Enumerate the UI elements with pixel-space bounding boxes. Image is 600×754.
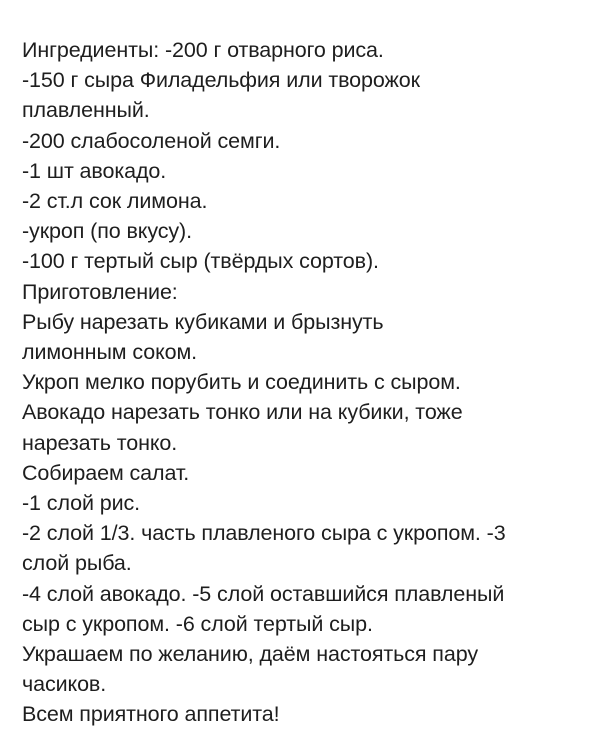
text-line: -4 слой авокадо. -5 слой оставшийся плавленый — [22, 581, 505, 606]
text-line: -2 ст.л сок лимона. — [22, 189, 208, 214]
text-line: Приготовление: — [22, 279, 178, 304]
text-line: Собираем салат. — [22, 460, 190, 485]
text-line: нарезать тонко. — [22, 430, 178, 455]
text-line: -200 слабосоленой семги. — [22, 128, 281, 153]
text-line: -1 слой рис. — [22, 491, 141, 516]
text-line: лимонным соком. — [22, 340, 198, 365]
text-line: -100 г тертый сыр (твёрдых сортов). — [22, 249, 379, 274]
recipe-text — [22, 35, 590, 730]
text-line: -2 слой 1/3. часть плавленого сыра с укропом. -3 — [22, 521, 506, 546]
text-line: часиков. — [22, 672, 107, 697]
text-line: Укроп мелко порубить и соединить с сыром. — [22, 370, 461, 395]
text-line: Ингредиенты: -200 г отварного риса. — [22, 38, 384, 62]
text-line: -150 г сыра Филадельфия или творожок — [22, 68, 420, 93]
text-line: -укроп (по вкусу). — [22, 219, 192, 244]
text-line: Украшаем по желанию, даём настояться пару — [22, 642, 478, 667]
text-line: сыр с укропом. -6 слой тертый сыр. — [22, 611, 373, 636]
text-line: -1 шт авокадо. — [22, 158, 167, 183]
text-line: Всем приятного аппетита! — [22, 702, 280, 727]
text-line: Авокадо нарезать тонко или на кубики, тоже — [22, 400, 463, 425]
text-line: Рыбу нарезать кубиками и брызнуть — [22, 309, 384, 334]
text-line: плавленный. — [22, 98, 150, 123]
text-line: слой рыба. — [22, 551, 132, 576]
